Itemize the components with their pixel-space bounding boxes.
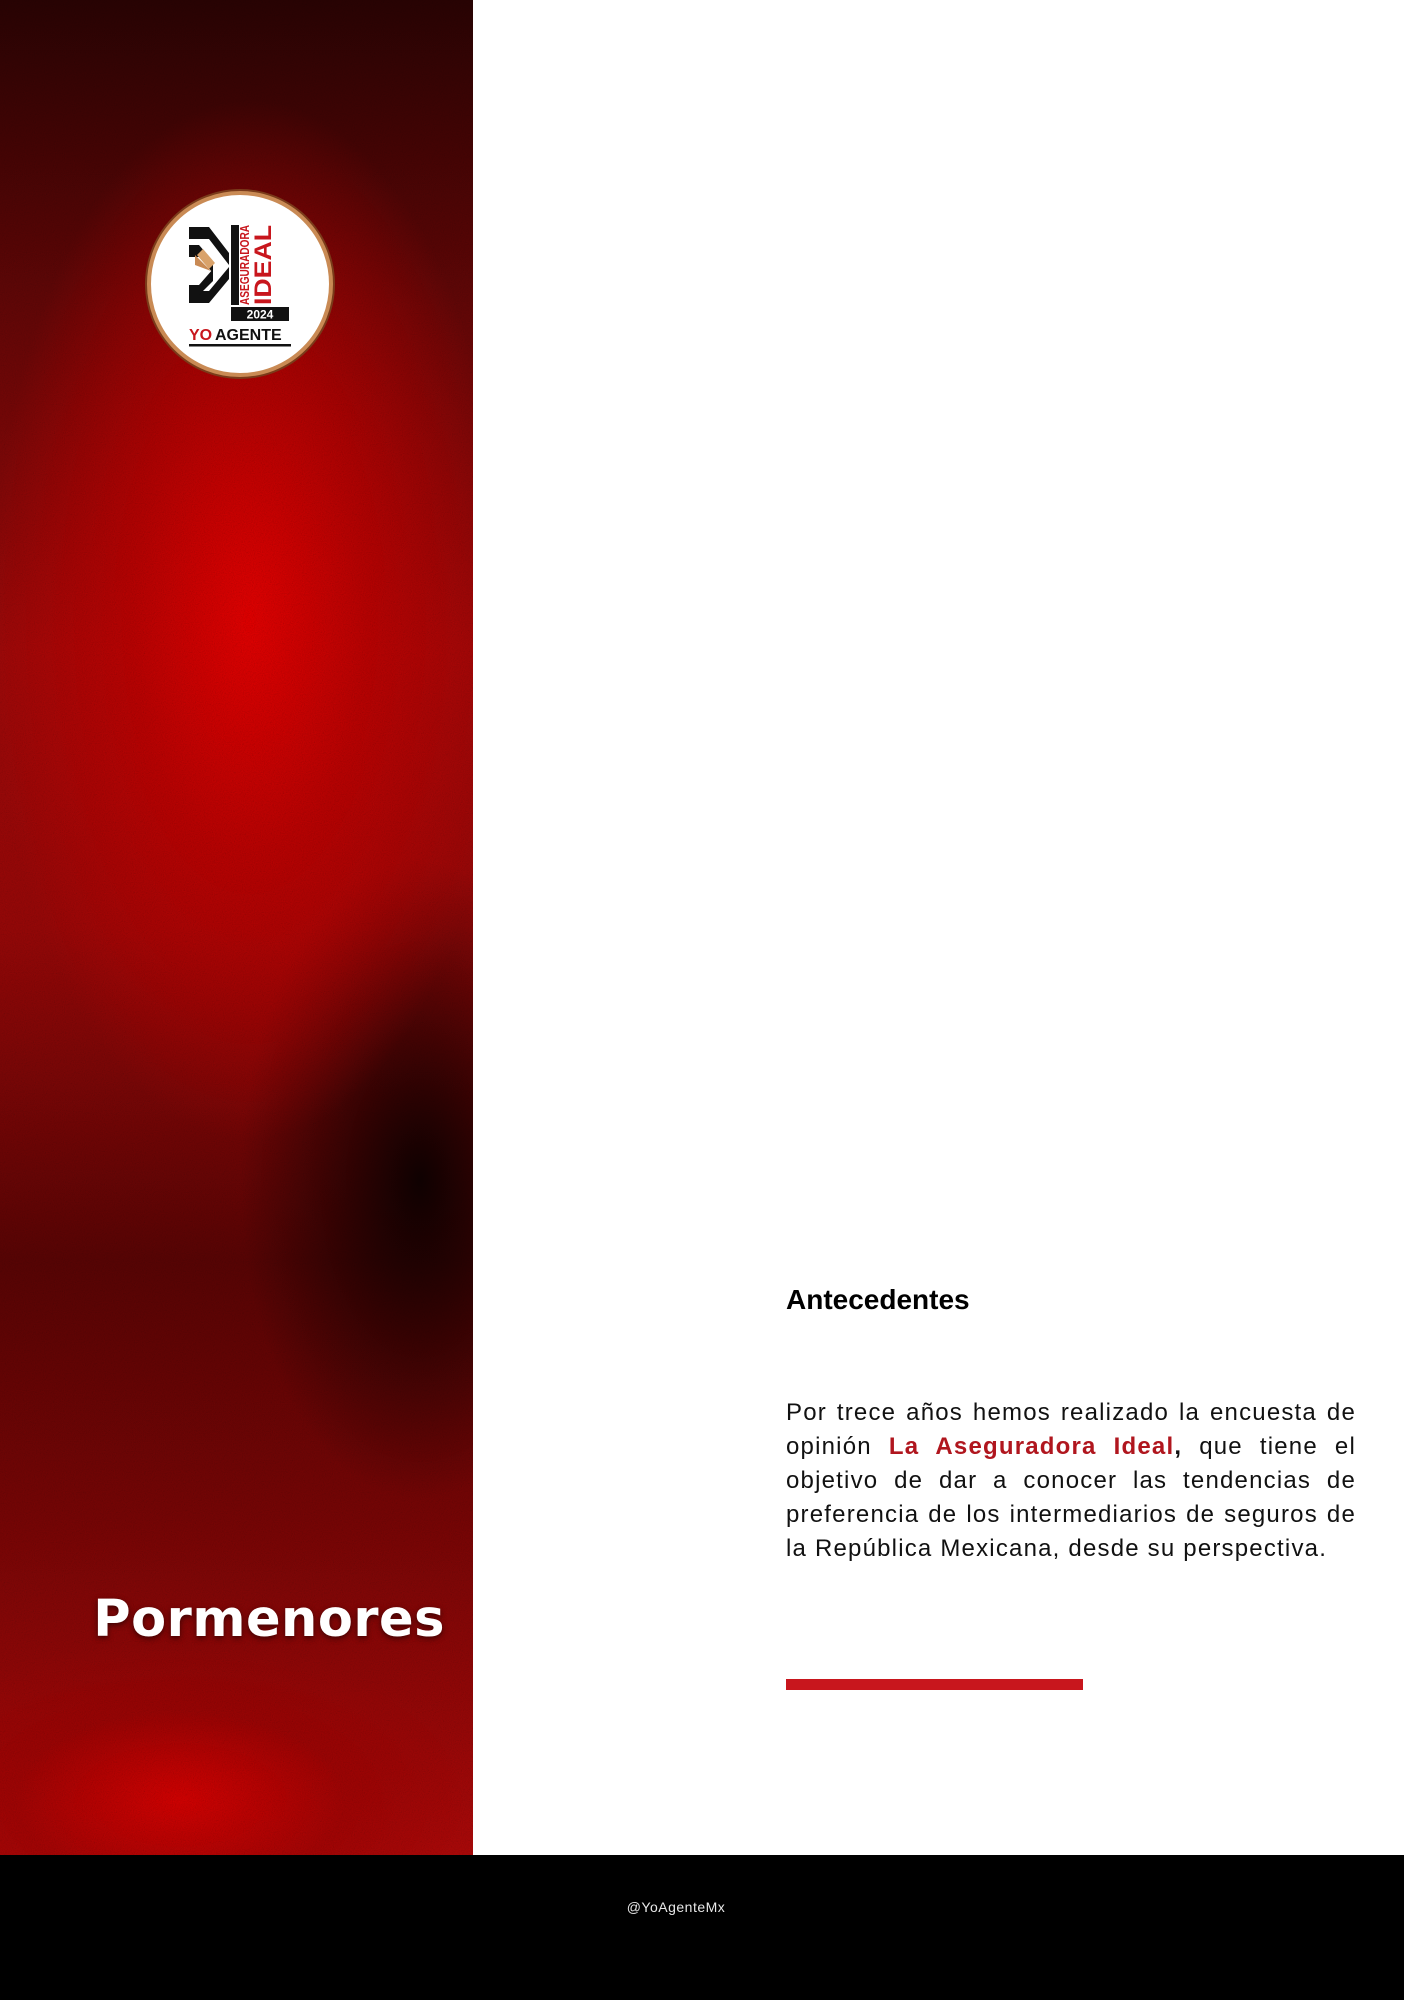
- brand-highlight: La Aseguradora Ideal: [888, 1433, 1175, 1460]
- section-heading: Antecedentes: [786, 1284, 970, 1315]
- logo-text-aseguradora: ASEGURADORA: [237, 201, 252, 305]
- accent-divider: [786, 1679, 1083, 1690]
- logo-badge: [147, 191, 333, 377]
- logo-agente: AGENTE: [215, 327, 282, 344]
- logo-text-ideal: IDEAL: [250, 233, 277, 305]
- brand-comma: ,: [1174, 1433, 1183, 1460]
- logo-yo: YO: [189, 327, 213, 344]
- intro-text-part-1: Por trece años hemos realizado la encuesta de opinión: [786, 1399, 1356, 1460]
- footer: [0, 1855, 1404, 2000]
- footer-social-handle: @YoAgenteMx: [626, 1899, 726, 1915]
- intro-text-part-2: que tiene el objetivo de dar a conocer las tendencias de preferencia de los intermediarios de seguros de la República Mexicana, desde su perspectiva.: [786, 1433, 1357, 1562]
- intro-paragraph: [786, 1396, 1356, 1566]
- logo-year: 2024: [246, 307, 274, 322]
- side-panel-title: Pormenores: [93, 1590, 445, 1649]
- side-panel: [0, 0, 473, 1855]
- yo-agente-logo-icon: [151, 195, 329, 373]
